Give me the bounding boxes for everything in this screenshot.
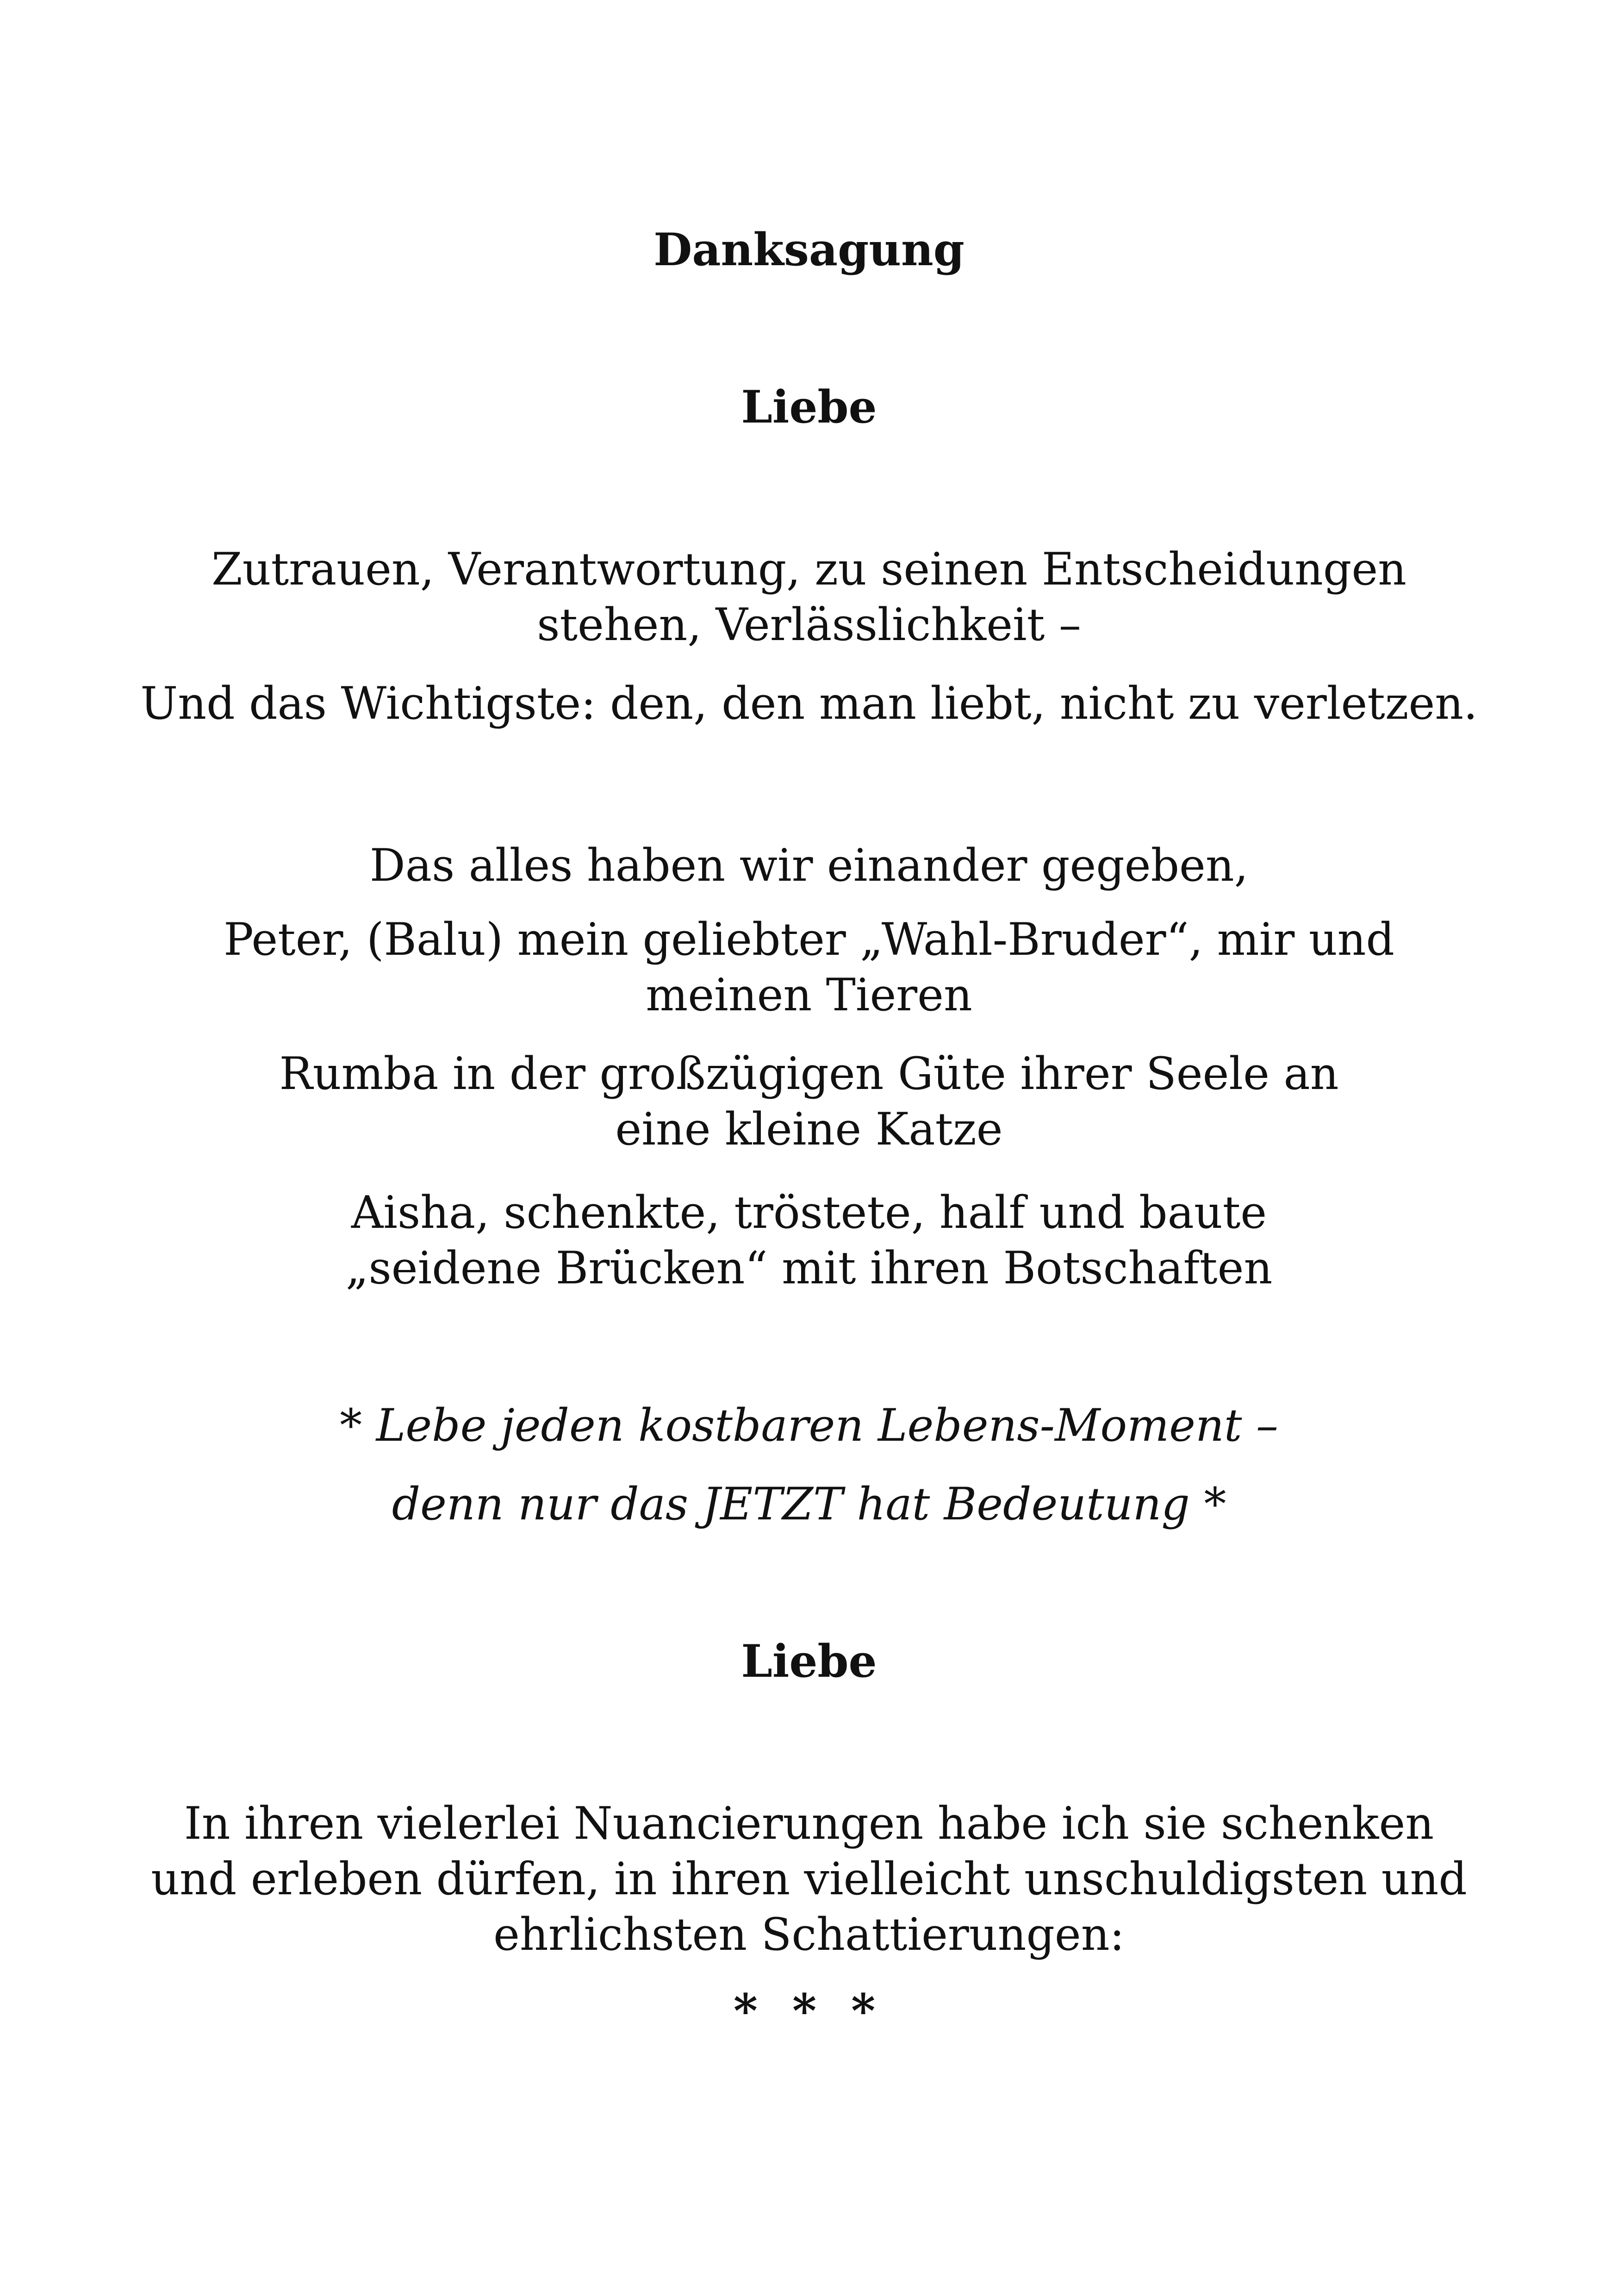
- paragraph-line: Peter, (Balu) mein geliebter „Wahl-Bruder“, mir und: [224, 914, 1394, 965]
- paragraph-line: Und das Wichtigste: den, den man liebt, nicht zu verletzen.: [140, 678, 1478, 729]
- paragraph-line: ehrlichsten Schattierungen:: [493, 1909, 1125, 1960]
- quote-line: denn nur das JETZT hat Bedeutung *: [392, 1478, 1226, 1530]
- section-heading-liebe-2: Liebe: [741, 1635, 877, 1687]
- paragraph-line: Aisha, schenkte, tröstete, half und baute: [351, 1187, 1267, 1238]
- page-title: Danksagung: [653, 224, 965, 276]
- section-heading-liebe-1: Liebe: [741, 381, 877, 433]
- paragraph-line: Rumba in der großzügigen Güte ihrer Seele an: [279, 1048, 1339, 1100]
- paragraph-line: und erleben dürfen, in ihren vielleicht unschuldigsten und: [151, 1853, 1467, 1905]
- paragraph-line: Das alles haben wir einander gegeben,: [369, 840, 1249, 891]
- paragraph-line: meinen Tieren: [646, 969, 972, 1021]
- paragraph-line: Zutrauen, Verantwortung, zu seinen Entscheidungen: [212, 543, 1406, 595]
- paragraph-line: eine kleine Katze: [615, 1103, 1003, 1155]
- paragraph-line: stehen, Verlässlichkeit –: [537, 599, 1081, 651]
- paragraph-line: In ihren vielerlei Nuancierungen habe ich sie schenken: [184, 1798, 1434, 1849]
- paragraph-line: „seidene Brücken“ mit ihren Botschaften: [345, 1242, 1273, 1294]
- quote-line: * Lebe jeden kostbaren Lebens-Moment –: [340, 1400, 1278, 1451]
- section-separator: * * *: [733, 1984, 885, 2038]
